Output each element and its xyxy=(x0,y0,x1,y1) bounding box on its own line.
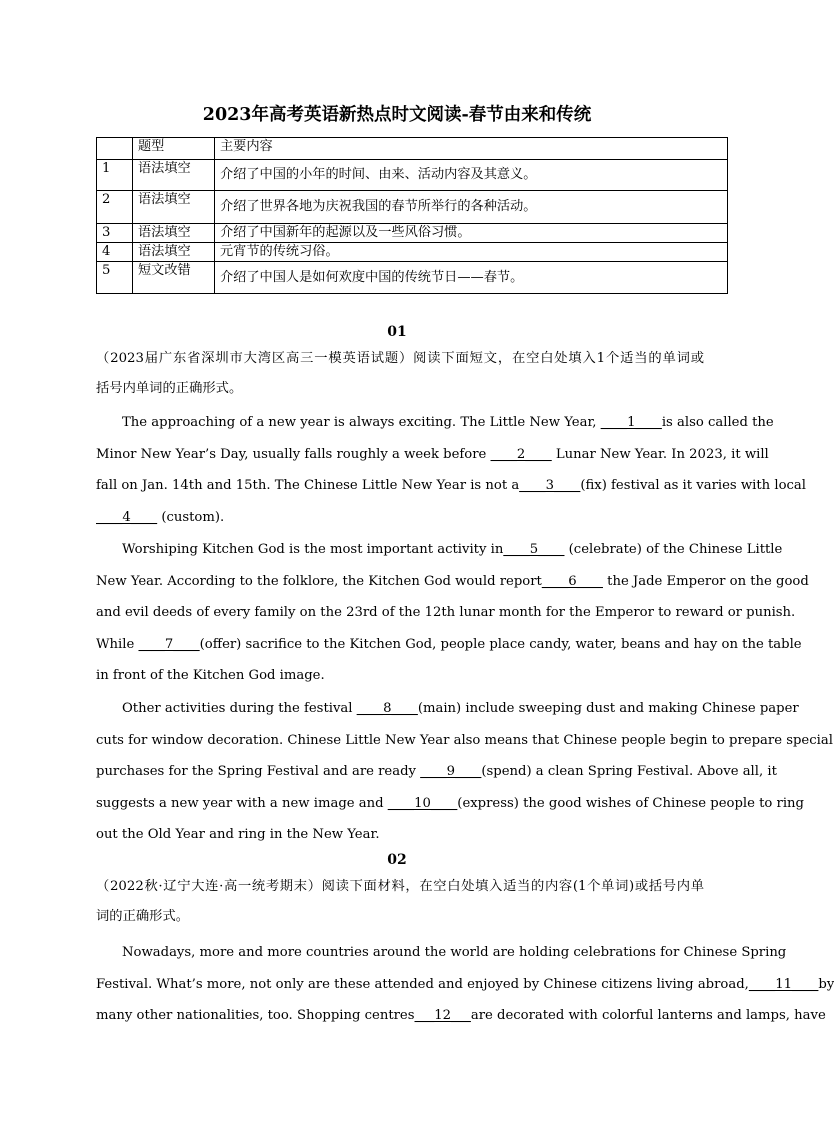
row-content: 元宵节的传统习俗。 xyxy=(215,243,728,262)
instruction-line: （2022秋·辽宁大连·高一统考期末）阅读下面材料，在空白处填入适当的内容(1个单词)或括号内单 xyxy=(96,879,704,894)
table-row xyxy=(97,224,728,243)
row-type: 语法填空 xyxy=(133,224,215,243)
row-content: 介绍了世界各地为庆祝我国的春节所举行的各种活动。 xyxy=(215,191,728,224)
table-header-row xyxy=(97,138,728,160)
section-instructions xyxy=(96,344,704,404)
page-title: 2023年高考英语新热点时文阅读-春节由来和传统 xyxy=(202,105,592,125)
passage-paragraph xyxy=(96,407,806,533)
table-row xyxy=(97,262,728,294)
table-row xyxy=(97,160,728,191)
answer-blank: ____1____ xyxy=(600,415,662,430)
text-line: New Year. According to the folklore, the Kitchen God would report____6____ the Jade Emperor on the good xyxy=(96,573,809,589)
text-line: Minor New Year’s Day, usually falls roughly a week before ____2____ Lunar New Year. In 2023, it will xyxy=(96,446,769,462)
text-line: Festival. What’s more, not only are these attended and enjoyed by Chinese citizens living abroad,____11____by xyxy=(96,976,834,992)
text-line: out the Old Year and ring in the New Year. xyxy=(96,827,380,843)
text-line: purchases for the Spring Festival and are ready ____9____(spend) a clean Spring Festival. Above all, it xyxy=(96,764,777,780)
section-number: 02 xyxy=(387,852,407,868)
row-type: 语法填空 xyxy=(133,243,215,262)
text-line: many other nationalities, too. Shopping centres___12___are decorated with colorful lanterns and lamps, have xyxy=(96,1008,826,1024)
table-header-cell: 题型 xyxy=(133,138,215,160)
row-content: 介绍了中国的小年的时间、由来、活动内容及其意义。 xyxy=(215,160,728,191)
text-line: While ____7____(offer) sacrifice to the Kitchen God, people place candy, water, beans and hay on the table xyxy=(96,636,802,652)
table-header-cell: 主要内容 xyxy=(215,138,728,160)
text-line: suggests a new year with a new image and ____10____(express) the good wishes of Chinese people to ring xyxy=(96,795,804,811)
answer-blank: ____6____ xyxy=(541,573,603,589)
instruction-line: 括号内单词的正确形式。 xyxy=(96,381,243,396)
row-number: 3 xyxy=(97,224,133,243)
row-type: 语法填空 xyxy=(133,160,215,191)
row-content: 介绍了中国新年的起源以及一些风俗习惯。 xyxy=(215,224,728,243)
answer-blank: ____4____ xyxy=(96,509,158,525)
table-row xyxy=(97,243,728,262)
answer-blank: ____10____ xyxy=(387,795,458,811)
row-number: 5 xyxy=(97,262,133,294)
answer-blank: ____7____ xyxy=(138,636,200,652)
passage-paragraph xyxy=(96,534,809,692)
text-line: Worshiping Kitchen God is the most important activity in____5____ (celebrate) of the Chinese Little xyxy=(122,542,783,557)
text-line: The approaching of a new year is always exciting. The Little New Year, ____1____is also called the xyxy=(122,415,774,430)
row-type: 短文改错 xyxy=(133,262,215,294)
text-line: Other activities during the festival ____8____(main) include sweeping dust and making Chinese paper xyxy=(122,701,799,716)
answer-blank: ____2____ xyxy=(490,446,552,462)
text-line: fall on Jan. 14th and 15th. The Chinese Little New Year is not a____3____(fix) festival as it varies with local xyxy=(96,478,806,494)
instruction-line: （2023届广东省深圳市大湾区高三一模英语试题）阅读下面短文，在空白处填入1个适当的单词或 xyxy=(96,351,704,366)
row-type: 语法填空 xyxy=(133,191,215,224)
answer-blank: ____8____ xyxy=(356,701,418,716)
text-line: Nowadays, more and more countries around the world are holding celebrations for Chinese Spring xyxy=(122,945,787,960)
row-number: 2 xyxy=(97,191,133,224)
answer-blank: ____11____ xyxy=(748,976,819,992)
section-instructions xyxy=(96,872,704,932)
row-content: 介绍了中国人是如何欢度中国的传统节日——春节。 xyxy=(215,262,728,294)
row-number: 1 xyxy=(97,160,133,191)
summary-table xyxy=(96,137,728,294)
answer-blank: ____5____ xyxy=(503,542,565,557)
section-number: 01 xyxy=(387,324,407,340)
instruction-line: 词的正确形式。 xyxy=(96,909,190,924)
table-row xyxy=(97,191,728,224)
answer-blank: ____9____ xyxy=(420,764,482,780)
text-line: in front of the Kitchen God image. xyxy=(96,668,325,684)
text-line: ____4____ (custom). xyxy=(96,509,225,525)
passage-paragraph xyxy=(96,693,833,851)
answer-blank: ___12___ xyxy=(414,1008,471,1024)
row-number: 4 xyxy=(97,243,133,262)
passage-paragraph xyxy=(96,937,834,1032)
table-header-cell xyxy=(97,138,133,160)
text-line: cuts for window decoration. Chinese Little New Year also means that Chinese people begin to prepare special xyxy=(96,732,833,748)
answer-blank: ____3____ xyxy=(519,478,581,494)
text-line: and evil deeds of every family on the 23rd of the 12th lunar month for the Emperor to reward or punish. xyxy=(96,605,796,621)
